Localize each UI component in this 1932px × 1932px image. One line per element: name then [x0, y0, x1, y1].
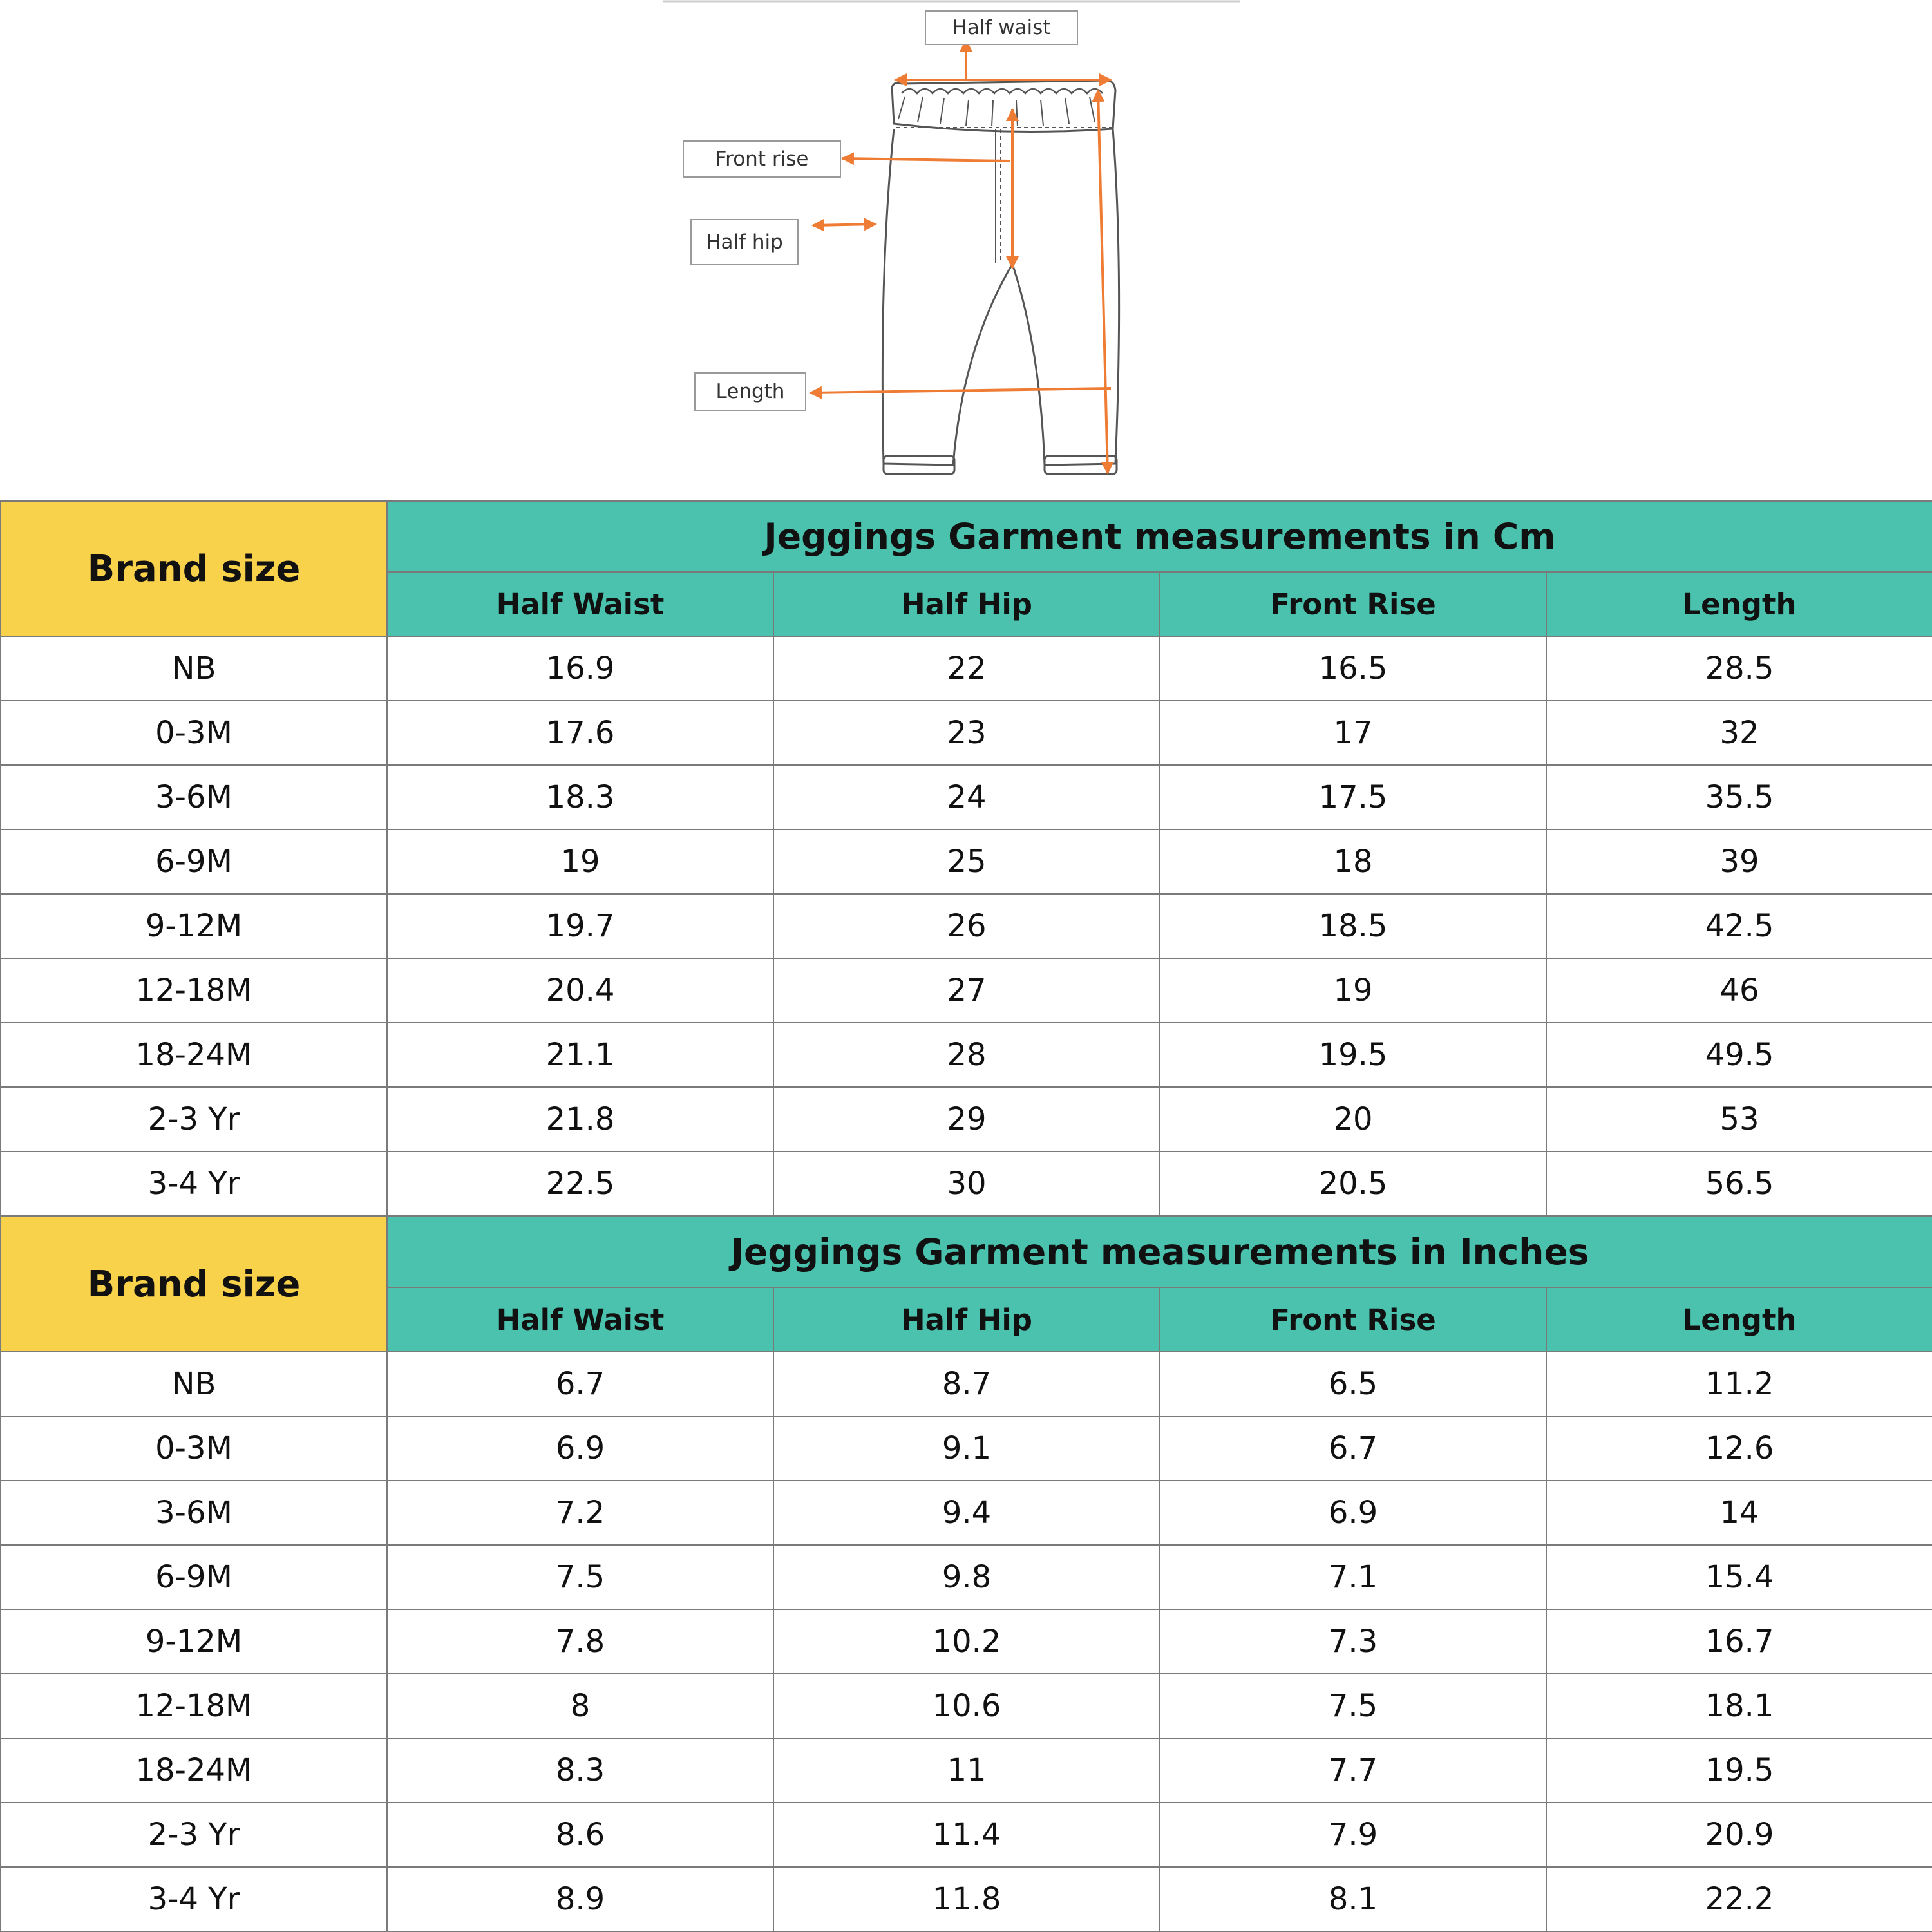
- brand-size-header: Brand size: [1, 1217, 387, 1352]
- measurement-cell: 21.8: [387, 1087, 773, 1151]
- measurement-cell: 9.4: [773, 1481, 1160, 1545]
- table-row: [1, 1151, 1932, 1216]
- length-pointer-arrow: [810, 388, 1111, 393]
- measurement-cell: 19: [387, 829, 773, 894]
- measurement-cell: 30: [773, 1151, 1160, 1216]
- column-header: Half Waist: [387, 1287, 773, 1352]
- measurement-cell: 22.2: [1546, 1867, 1932, 1931]
- measurement-cell: 11.4: [773, 1803, 1160, 1867]
- measurement-cell: 25: [773, 829, 1160, 894]
- measurement-cell: 17: [1160, 701, 1546, 765]
- measurement-cell: 12.6: [1546, 1416, 1932, 1481]
- table-row: [1, 829, 1932, 894]
- left-leg-outline: [882, 129, 1012, 465]
- measurement-cell: 20.5: [1160, 1151, 1546, 1216]
- measurement-cell: 7.1: [1160, 1545, 1546, 1609]
- brand-size-header: Brand size: [1, 501, 387, 636]
- measurement-cell: 18.3: [387, 765, 773, 829]
- brand-size-cell: 0-3M: [1, 1416, 387, 1481]
- length-vertical-arrow: [1098, 90, 1108, 473]
- measurement-cell: 10.2: [773, 1609, 1160, 1674]
- measurement-cell: 28.5: [1546, 636, 1932, 701]
- measurement-cell: 8.9: [387, 1867, 773, 1931]
- brand-size-cell: 12-18M: [1, 958, 387, 1023]
- measurement-cell: 19.5: [1546, 1738, 1932, 1803]
- waistband-pleats: [898, 97, 1095, 126]
- measurement-cell: 42.5: [1546, 894, 1932, 958]
- column-header: Length: [1546, 572, 1932, 636]
- table-row: [1, 1023, 1932, 1087]
- measurement-cell: 7.5: [387, 1545, 773, 1609]
- measurement-cell: 28: [773, 1023, 1160, 1087]
- brand-size-cell: 2-3 Yr: [1, 1087, 387, 1151]
- brand-size-cell: 3-4 Yr: [1, 1867, 387, 1931]
- measurement-cell: 17.6: [387, 701, 773, 765]
- measurement-cell: 9.8: [773, 1545, 1160, 1609]
- measurement-cell: 20.9: [1546, 1803, 1932, 1867]
- table-title-row: [1, 501, 1932, 572]
- measurement-cell: 53: [1546, 1087, 1932, 1151]
- inches-table-body: [1, 1352, 1932, 1931]
- table-row: [1, 894, 1932, 958]
- table-row: [1, 1803, 1932, 1867]
- measurement-cell: 10.6: [773, 1674, 1160, 1738]
- measurement-cell: 19.5: [1160, 1023, 1546, 1087]
- cm-measurement-table: [0, 500, 1932, 1217]
- brand-size-cell: 12-18M: [1, 1674, 387, 1738]
- garment-diagram: [0, 0, 1932, 501]
- brand-size-cell: 3-4 Yr: [1, 1151, 387, 1216]
- column-header: Half Waist: [387, 572, 773, 636]
- measurement-cell: 20: [1160, 1087, 1546, 1151]
- brand-size-cell: 3-6M: [1, 1481, 387, 1545]
- table-title-row: [1, 1217, 1932, 1287]
- measurement-cell: 35.5: [1546, 765, 1932, 829]
- measurement-cell: 6.7: [1160, 1416, 1546, 1481]
- measurement-cell: 56.5: [1546, 1151, 1932, 1216]
- measurement-cell: 49.5: [1546, 1023, 1932, 1087]
- measurement-cell: 17.5: [1160, 765, 1546, 829]
- brand-size-cell: 2-3 Yr: [1, 1803, 387, 1867]
- table-row: [1, 1481, 1932, 1545]
- measurement-cell: 24: [773, 765, 1160, 829]
- measurement-cell: 14: [1546, 1481, 1932, 1545]
- table-row: [1, 1087, 1932, 1151]
- brand-size-cell: 18-24M: [1, 1738, 387, 1803]
- measurement-cell: 8: [387, 1674, 773, 1738]
- measurement-cell: 16.5: [1160, 636, 1546, 701]
- table-row: [1, 701, 1932, 765]
- brand-size-cell: 0-3M: [1, 701, 387, 765]
- inches-measurement-table: [0, 1216, 1932, 1932]
- measurement-cell: 19.7: [387, 894, 773, 958]
- measurement-cell: 19: [1160, 958, 1546, 1023]
- measurement-cell: 7.2: [387, 1481, 773, 1545]
- measurement-cell: 27: [773, 958, 1160, 1023]
- measurement-cell: 7.9: [1160, 1803, 1546, 1867]
- column-header: Front Rise: [1160, 572, 1546, 636]
- measurement-cell: 22: [773, 636, 1160, 701]
- measurement-cell: 11.8: [773, 1867, 1160, 1931]
- table-row: [1, 1545, 1932, 1609]
- measurement-cell: 18.5: [1160, 894, 1546, 958]
- measurement-cell: 7.3: [1160, 1609, 1546, 1674]
- measurement-cell: 16.9: [387, 636, 773, 701]
- measurement-cell: 8.6: [387, 1803, 773, 1867]
- brand-size-cell: 18-24M: [1, 1023, 387, 1087]
- label-half-hip: Half hip: [690, 219, 799, 265]
- brand-size-cell: 6-9M: [1, 829, 387, 894]
- brand-size-cell: 9-12M: [1, 1609, 387, 1674]
- brand-size-cell: 9-12M: [1, 894, 387, 958]
- measurement-cell: 23: [773, 701, 1160, 765]
- table-row: [1, 1738, 1932, 1803]
- table-row: [1, 1674, 1932, 1738]
- table-row: [1, 636, 1932, 701]
- measurement-cell: 16.7: [1546, 1609, 1932, 1674]
- half-hip-pointer-arrow: [813, 224, 876, 225]
- table-row: [1, 1609, 1932, 1674]
- brand-size-cell: 3-6M: [1, 765, 387, 829]
- table-row: [1, 1352, 1932, 1416]
- table-title: Jeggings Garment measurements in Inches: [387, 1217, 1932, 1287]
- table-row: [1, 958, 1932, 1023]
- measurement-cell: 6.9: [1160, 1481, 1546, 1545]
- waistband-ruffles: [902, 89, 1103, 93]
- measurement-cell: 7.7: [1160, 1738, 1546, 1803]
- table-title: Jeggings Garment measurements in Cm: [387, 501, 1932, 572]
- measurement-cell: 15.4: [1546, 1545, 1932, 1609]
- brand-size-cell: NB: [1, 636, 387, 701]
- cm-table-body: [1, 636, 1932, 1216]
- column-header: Length: [1546, 1287, 1932, 1352]
- table-row: [1, 1416, 1932, 1481]
- measurement-cell: 22.5: [387, 1151, 773, 1216]
- table-row: [1, 1867, 1932, 1931]
- measurement-cell: 8.7: [773, 1352, 1160, 1416]
- measurement-cell: 32: [1546, 701, 1932, 765]
- measurement-cell: 46: [1546, 958, 1932, 1023]
- brand-size-cell: NB: [1, 1352, 387, 1416]
- column-header: Half Hip: [773, 1287, 1160, 1352]
- measurement-cell: 11.2: [1546, 1352, 1932, 1416]
- front-rise-pointer-arrow: [842, 158, 1010, 161]
- measurement-cell: 6.5: [1160, 1352, 1546, 1416]
- measurement-cell: 8.3: [387, 1738, 773, 1803]
- column-header: Front Rise: [1160, 1287, 1546, 1352]
- table-row: [1, 765, 1932, 829]
- measurement-cell: 7.8: [387, 1609, 773, 1674]
- label-length: Length: [694, 372, 806, 411]
- measurement-cell: 8.1: [1160, 1867, 1546, 1931]
- measurement-cell: 11: [773, 1738, 1160, 1803]
- measurement-cell: 18.1: [1546, 1674, 1932, 1738]
- measurement-cell: 39: [1546, 829, 1932, 894]
- measurement-cell: 6.7: [387, 1352, 773, 1416]
- label-half-waist: Half waist: [925, 10, 1078, 45]
- jeggings-illustration: [0, 0, 1932, 501]
- measurement-cell: 21.1: [387, 1023, 773, 1087]
- measurement-cell: 26: [773, 894, 1160, 958]
- label-front-rise: Front rise: [683, 140, 841, 178]
- measurement-cell: 6.9: [387, 1416, 773, 1481]
- measurement-cell: 20.4: [387, 958, 773, 1023]
- brand-size-cell: 6-9M: [1, 1545, 387, 1609]
- measurement-cell: 9.1: [773, 1416, 1160, 1481]
- column-header: Half Hip: [773, 572, 1160, 636]
- measurement-cell: 29: [773, 1087, 1160, 1151]
- measurement-cell: 7.5: [1160, 1674, 1546, 1738]
- measurement-cell: 18: [1160, 829, 1546, 894]
